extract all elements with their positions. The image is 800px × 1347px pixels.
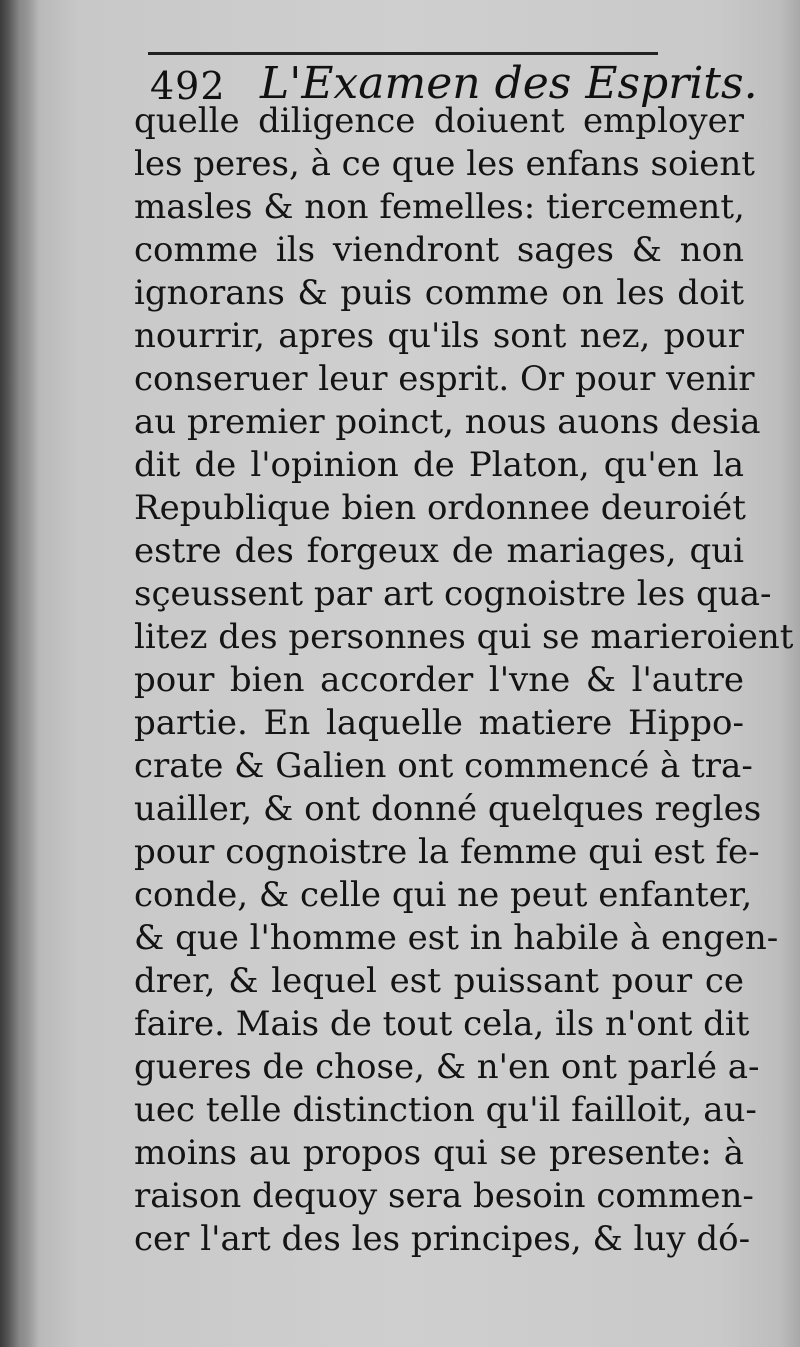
text-line: gueres de chose, & n'en ont parlé a- [134, 1047, 760, 1087]
text-line: pour cognoistre la femme qui est fe- [134, 832, 760, 872]
text-line: crate & Galien ont commencé à tra- [134, 746, 753, 786]
page-binding-shadow [0, 0, 38, 1347]
text-line: conde, & celle qui ne peut enfanter, [134, 875, 753, 915]
header-rule [148, 52, 658, 55]
text-line: litez des personnes qui se marieroient [134, 617, 794, 657]
text-line: les peres, à ce que les enfans soient [134, 144, 755, 184]
text-line: masles & non femelles: tiercement, [134, 187, 745, 227]
text-line: dit de l'opinion de Platon, qu'en la [134, 445, 744, 485]
text-line: faire. Mais de tout cela, ils n'ont dit [134, 1004, 750, 1044]
text-line: Republique bien ordonnee deuroiét [134, 488, 746, 528]
text-line: raison dequoy sera besoin commen- [134, 1176, 754, 1216]
text-line: conseruer leur esprit. Or pour venir [134, 359, 755, 399]
text-line: quelle diligence doiuent employer [134, 101, 744, 141]
body-text [134, 100, 794, 1261]
text-line: moins au propos qui se presente: à [134, 1133, 744, 1173]
page-number: 492 [150, 64, 226, 108]
running-title: L'Examen des Esprits. [260, 58, 758, 109]
text-line: estre des forgeux de mariages, qui [134, 531, 744, 571]
text-line: au premier poinct, nous auons desia [134, 402, 761, 442]
text-line: pour bien accorder l'vne & l'autre [134, 660, 744, 700]
page-header [148, 46, 788, 109]
text-line: & que l'homme est in habile à engen- [134, 918, 779, 958]
text-line: uec telle distinction qu'il failloit, au- [134, 1090, 757, 1130]
text-line: comme ils viendront sages & non [134, 230, 744, 270]
text-line: partie. En laquelle matiere Hippo- [134, 703, 744, 743]
text-line: cer l'art des les principes, & luy dó- [134, 1219, 751, 1259]
text-line: nourrir, apres qu'ils sont nez, pour [134, 316, 744, 356]
text-line: sçeussent par art cognoistre les qua- [134, 574, 772, 614]
text-line: uailler, & ont donné quelques regles [134, 789, 762, 829]
text-line: ignorans & puis comme on les doit [134, 273, 744, 313]
text-line: drer, & lequel est puissant pour ce [134, 961, 744, 1001]
